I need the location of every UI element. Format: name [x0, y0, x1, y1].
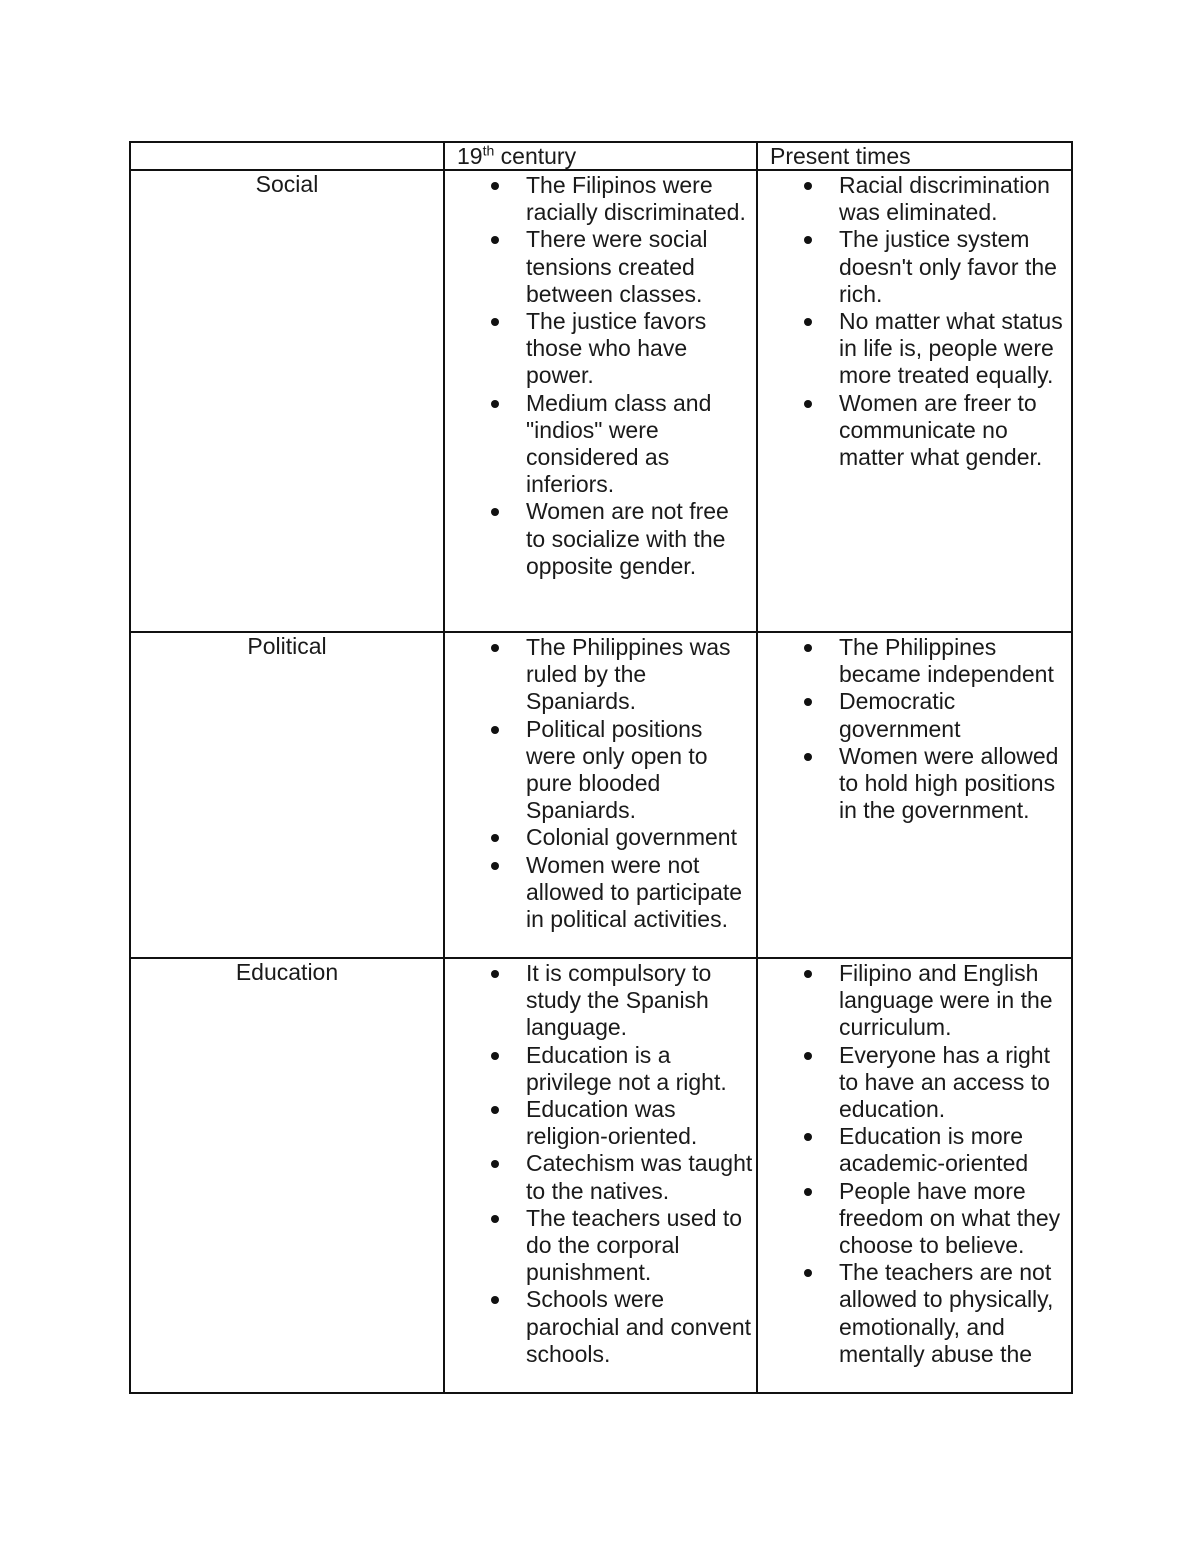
comparison-table	[129, 141, 1073, 1394]
list-item: Colonial government	[445, 824, 756, 851]
category-education: Education	[130, 958, 444, 1393]
list-item: The teachers used to do the corporal punishment.	[445, 1205, 756, 1287]
header-19th-number: 19	[457, 143, 483, 169]
political-present-times-cell	[757, 632, 1072, 958]
social-present-times-cell	[757, 170, 1072, 632]
social-past-list	[445, 171, 756, 580]
header-19th-century	[444, 142, 757, 170]
list-item: Racial discrimination was eliminated.	[758, 172, 1071, 226]
list-item: Women are freer to communicate no matter what gender.	[758, 390, 1071, 472]
list-item: Women are not free to socialize with the opposite gender.	[445, 498, 756, 580]
list-item: The justice favors those who have power.	[445, 308, 756, 390]
list-item: Education is more academic-oriented	[758, 1123, 1071, 1177]
list-item: The Philippines became independent	[758, 634, 1071, 688]
header-present-times: Present times	[757, 142, 1072, 170]
header-19th-superscript: th	[482, 142, 495, 159]
list-item: People have more freedom on what they choose to believe.	[758, 1178, 1071, 1260]
table-header-row	[130, 142, 1072, 170]
list-item: No matter what status in life is, people were more treated equally.	[758, 308, 1071, 390]
social-19th-century-cell	[444, 170, 757, 632]
list-item: The teachers are not allowed to physically, emotionally, and mentally abuse the	[758, 1259, 1071, 1368]
table-row-education	[130, 958, 1072, 1393]
list-item: Catechism was taught to the natives.	[445, 1150, 756, 1204]
education-present-list	[758, 959, 1071, 1368]
header-empty-cell	[130, 142, 444, 170]
list-item: Women were allowed to hold high positions in the government.	[758, 743, 1071, 825]
list-item: Education is a privilege not a right.	[445, 1042, 756, 1096]
list-item: The Filipinos were racially discriminated.	[445, 172, 756, 226]
table-row-political	[130, 632, 1072, 958]
social-present-list	[758, 171, 1071, 471]
list-item: The Philippines was ruled by the Spaniards.	[445, 634, 756, 716]
list-item: Medium class and "indios" were considered as inferiors.	[445, 390, 756, 499]
list-item: Political positions were only open to pure blooded Spaniards.	[445, 716, 756, 825]
education-present-times-cell	[757, 958, 1072, 1393]
list-item: Filipino and English language were in the curriculum.	[758, 960, 1071, 1042]
table-row-social	[130, 170, 1072, 632]
category-political: Political	[130, 632, 444, 958]
political-past-list	[445, 633, 756, 933]
political-present-list	[758, 633, 1071, 824]
list-item: Women were not allowed to participate in political activities.	[445, 852, 756, 934]
list-item: Education was religion-oriented.	[445, 1096, 756, 1150]
political-19th-century-cell	[444, 632, 757, 958]
category-social: Social	[130, 170, 444, 632]
education-past-list	[445, 959, 756, 1368]
header-century-word: century	[494, 143, 577, 169]
list-item: Schools were parochial and convent schools.	[445, 1286, 756, 1368]
list-item: Democratic government	[758, 688, 1071, 742]
list-item: Everyone has a right to have an access to education.	[758, 1042, 1071, 1124]
list-item: It is compulsory to study the Spanish language.	[445, 960, 756, 1042]
list-item: The justice system doesn't only favor the rich.	[758, 226, 1071, 308]
list-item: There were social tensions created between classes.	[445, 226, 756, 308]
education-19th-century-cell	[444, 958, 757, 1393]
